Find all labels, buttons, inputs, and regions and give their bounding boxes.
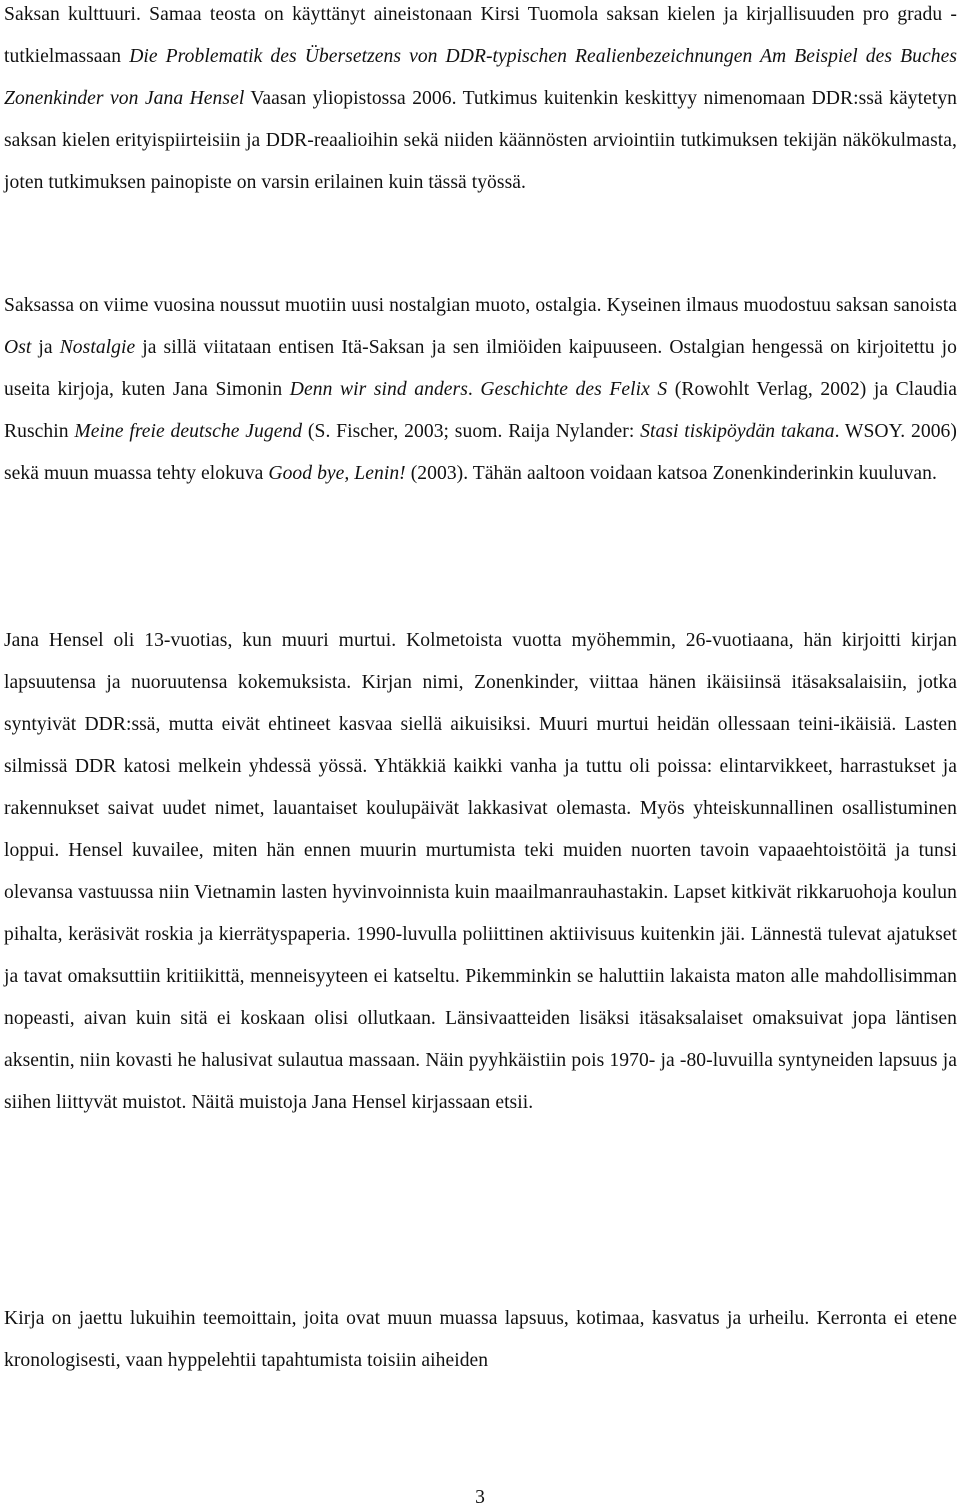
italic-title-text: Ost <box>4 337 32 358</box>
italic-title-text: Die Problematik des Übersetzens von DDR-typischen Realienbezeichnungen Am Beispiel des Buches Zonenkinder von Jana Hensel <box>4 46 957 109</box>
body-text: (S. Fischer, 2003; suom. Raija Nylander: <box>302 421 641 442</box>
italic-title-text: Denn wir sind anders <box>289 379 468 400</box>
italic-title-text: Geschichte des Felix S <box>480 379 668 400</box>
body-text: Saksassa on viime vuosina noussut muotiin uusi nostalgian muoto, ostalgia. Kyseinen ilmaus muodostuu saksan sanoista <box>4 295 957 316</box>
italic-title-text: Meine freie deutsche Jugend <box>74 421 303 442</box>
body-text: ja <box>31 337 60 358</box>
italic-title-text: Nostalgie <box>59 337 136 358</box>
body-text: (Rowohlt Verlag, 2002) ja Claudia Ruschin <box>4 379 957 442</box>
italic-title-text: Stasi tiskipöydän takana <box>640 421 835 442</box>
paragraph-1 <box>4 0 957 204</box>
body-text: . <box>467 379 481 400</box>
body-text: Kirja on jaettu lukuihin teemoittain, joita ovat muun muassa lapsuus, kotimaa, kasvatus ja urheilu. Kerronta ei etene kronologisesti, vaan hyppelehtii tapahtumista toisiin aiheiden <box>4 1308 957 1371</box>
italic-title-text: Good bye, Lenin! <box>268 463 406 484</box>
body-text: ja sillä viitataan entisen Itä-Saksan ja sen ilmiöiden kaipuuseen. Ostalgian hengessä on kirjoitettu jo useita kirjoja, kuten Jana Simonin <box>4 337 957 400</box>
page-number: 3 <box>475 1487 485 1508</box>
body-text: . WSOY. 2006) sekä muun muassa tehty elokuva <box>4 421 957 484</box>
paragraph-4 <box>4 1298 957 1382</box>
paragraph-2 <box>4 285 957 495</box>
paragraph-3 <box>4 620 957 1124</box>
body-text: Jana Hensel oli 13-vuotias, kun muuri murtui. Kolmetoista vuotta myöhemmin, 26-vuotiaana, hän kirjoitti kirjan lapsuutensa ja nuoruutensa kokemuksista. Kirjan nimi, Zonenkinder, viittaa hänen ikäisiinsä itäsaksalaisiin, jotka syntyivät DDR:ssä, mutta eivät ehtineet kasvaa siellä aikuisiksi. Muuri murtui heidän ollessaan teini-ikäisiä. Lasten silmissä DDR katosi melkein yhdessä yössä. Yhtäkkiä kaikki vanha ja tuttu oli poissa: elintarvikkeet, harrastukset ja rakennukset saivat uudet nimet, lauantaiset koulupäivät lakkasivat olemasta. Myös yhteiskunnallinen osallistuminen loppui. Hensel kuvailee, miten hän ennen muurin murtumista teki muiden nuorten tavoin vapaaehtoistöitä ja tunsi olevansa vastuussa niin Vietnamin lasten hyvinvoinnista kuin maailmanrauhastakin. Lapset kitkivät rikkaruohoja koulun pihalta, keräsivät roskia ja kierrätyspaperia. 1990-luvulla poliittinen aktiivisuus kuitenkin jäi. Lännestä tulevat ajatukset ja tavat omaksuttiin kritiikittä, menneisyyteen ei katseltu. Pikemminkin se haluttiin lakaista maton alle mahdollisimman nopeasti, aivan kuin sitä ei koskaan olisi ollutkaan. Länsivaatteiden lisäksi itäsaksalaiset omaksuivat jopa läntisen aksentin, niin kovasti he halusivat sulautua massaan. Näin pyyhkäistiin pois 1970- ja -80-luvuilla syntyneiden lapsuus ja siihen liittyvät muistot. Näitä muistoja Jana Hensel kirjassaan etsii. <box>4 630 957 1113</box>
body-text: Saksan kulttuuri. Samaa teosta on käyttänyt aineistonaan Kirsi Tuomola saksan kielen ja kirjallisuuden pro gradu -tutkielmassaan <box>4 4 957 67</box>
body-text: (2003). Tähän aaltoon voidaan katsoa Zonenkinderinkin kuuluvan. <box>405 463 937 484</box>
body-text: Vaasan yliopistossa 2006. Tutkimus kuitenkin keskittyy nimenomaan DDR:ssä käytetyn saksan kielen erityispiirteisiin ja DDR-reaalioihin sekä niiden käännösten arviointiin tutkimuksen tekijän näkökulmasta, joten tutkimuksen painopiste on varsin erilainen kuin tässä työssä. <box>4 88 958 193</box>
